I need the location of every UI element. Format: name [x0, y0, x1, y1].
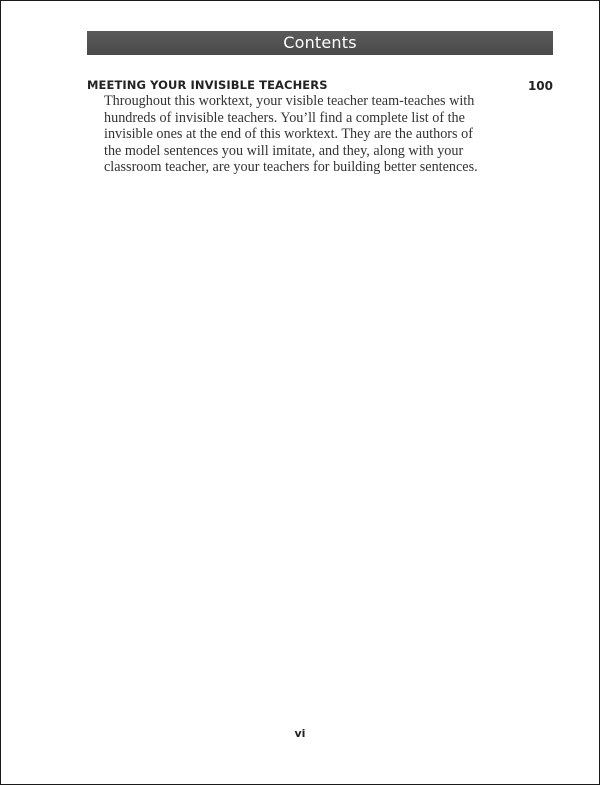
- entry-description: [104, 93, 478, 176]
- description-line: hundreds of invisible teachers. You’ll find a complete list of the: [104, 109, 465, 126]
- entry-page-number: 100: [527, 79, 553, 93]
- page-footer-number: vi: [294, 727, 306, 740]
- description-line: Throughout this worktext, your visible teacher team-teaches with: [104, 93, 475, 109]
- description-line: the model sentences you will imitate, and they, along with your: [104, 142, 464, 159]
- entry-heading: MEETING YOUR INVISIBLE TEACHERS: [87, 78, 328, 92]
- description-line: invisible ones at the end of this worktext. They are the authors of: [104, 126, 473, 143]
- description-line: classroom teacher, are your teachers for building better sentences.: [104, 159, 478, 176]
- contents-header-bar: [87, 31, 553, 55]
- contents-title: Contents: [283, 33, 357, 52]
